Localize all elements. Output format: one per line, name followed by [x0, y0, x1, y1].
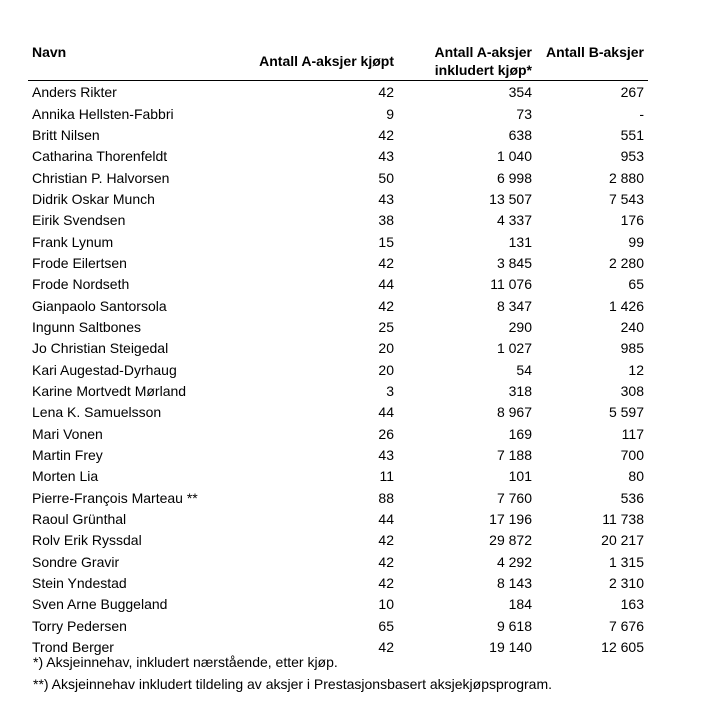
cell-b-shares: 1 315	[608, 553, 644, 570]
cell-a-shares-including-purchase: 9 618	[496, 617, 532, 634]
cell-a-shares-including-purchase: 3 845	[496, 254, 532, 271]
cell-a-shares-including-purchase: 6 998	[496, 169, 532, 186]
table-row	[28, 317, 648, 338]
cell-a-shares-including-purchase: 169	[508, 425, 532, 442]
cell-a-shares-including-purchase: 290	[508, 318, 532, 335]
table-row	[28, 381, 648, 402]
cell-a-shares-bought: 42	[378, 297, 394, 314]
cell-a-shares-bought: 42	[378, 84, 394, 101]
cell-a-shares-including-purchase: 7 188	[496, 447, 532, 464]
cell-b-shares: 985	[620, 340, 644, 357]
cell-a-shares-bought: 38	[378, 212, 394, 229]
cell-b-shares: 7 543	[608, 190, 644, 207]
cell-name: Gianpaolo Santorsola	[32, 297, 167, 314]
footnotes	[33, 651, 693, 695]
cell-a-shares-bought: 42	[378, 575, 394, 592]
cell-name: Britt Nilsen	[32, 126, 100, 143]
cell-a-shares-bought: 11	[379, 468, 394, 485]
cell-b-shares: 80	[628, 468, 644, 485]
cell-a-shares-including-purchase: 1 040	[496, 148, 532, 165]
cell-a-shares-bought: 42	[378, 553, 394, 570]
header-row	[28, 7, 648, 81]
cell-name: Christian P. Halvorsen	[32, 169, 170, 186]
table-row	[28, 295, 648, 316]
table-row	[28, 189, 648, 210]
cell-name: Catharina Thorenfeldt	[32, 148, 168, 165]
cell-b-shares: 240	[620, 318, 644, 335]
column-header-a-shares-bought: Antall A-aksjer kjøpt	[254, 7, 398, 81]
table-header	[28, 7, 648, 81]
cell-name: Torry Pedersen	[32, 617, 127, 634]
cell-a-shares-bought: 25	[378, 318, 394, 335]
cell-a-shares-bought: 44	[378, 404, 394, 421]
table-row	[28, 552, 648, 573]
cell-a-shares-bought: 88	[378, 489, 394, 506]
table-row	[28, 103, 648, 124]
cell-name: Frode Nordseth	[32, 276, 130, 293]
cell-a-shares-including-purchase: 638	[508, 126, 532, 143]
table-row	[28, 488, 648, 509]
table-row	[28, 509, 648, 530]
table-row	[28, 146, 648, 167]
cell-b-shares: -	[639, 105, 644, 122]
cell-a-shares-bought: 10	[378, 596, 394, 613]
table-row	[28, 402, 648, 423]
cell-a-shares-bought: 42	[378, 126, 394, 143]
cell-name: Trond Berger	[32, 639, 114, 656]
cell-a-shares-bought: 15	[378, 233, 394, 250]
cell-a-shares-including-purchase: 101	[508, 468, 532, 485]
cell-b-shares: 163	[620, 596, 644, 613]
cell-a-shares-including-purchase: 29 872	[489, 532, 532, 549]
cell-b-shares: 176	[620, 212, 644, 229]
cell-a-shares-including-purchase: 7 760	[496, 489, 532, 506]
cell-b-shares: 11 738	[602, 511, 644, 528]
table-row	[28, 231, 648, 252]
table-body	[28, 81, 648, 659]
cell-a-shares-including-purchase: 13 507	[489, 190, 532, 207]
cell-name: Ingunn Saltbones	[32, 318, 141, 335]
cell-b-shares: 7 676	[608, 617, 644, 634]
cell-a-shares-bought: 26	[378, 425, 394, 442]
table-row	[28, 616, 648, 637]
cell-a-shares-including-purchase: 184	[508, 596, 532, 613]
table-row	[28, 359, 648, 380]
table-row	[28, 338, 648, 359]
table-row	[28, 125, 648, 146]
cell-name: Frank Lynum	[32, 233, 114, 250]
cell-a-shares-including-purchase: 19 140	[489, 639, 532, 656]
cell-name: Sondre Gravir	[32, 553, 120, 570]
table-row	[28, 445, 648, 466]
cell-a-shares-including-purchase: 8 347	[496, 297, 532, 314]
cell-b-shares: 117	[621, 425, 644, 442]
cell-name: Rolv Erik Ryssdal	[32, 532, 142, 549]
cell-name: Anders Rikter	[32, 84, 117, 101]
table-row	[28, 167, 648, 188]
column-header-a-shares-including-purchase: Antall A-aksjer inkludert kjøp*	[398, 7, 536, 81]
cell-b-shares: 12	[628, 361, 644, 378]
cell-a-shares-bought: 43	[378, 447, 394, 464]
cell-b-shares: 536	[620, 489, 644, 506]
cell-a-shares-bought: 42	[378, 532, 394, 549]
cell-a-shares-including-purchase: 318	[508, 382, 532, 399]
cell-name: Lena K. Samuelsson	[32, 404, 162, 421]
cell-a-shares-bought: 9	[386, 105, 394, 122]
cell-b-shares: 700	[620, 447, 644, 464]
cell-name: Mari Vonen	[32, 425, 103, 442]
cell-a-shares-including-purchase: 131	[508, 233, 532, 250]
cell-name: Kari Augestad-Dyrhaug	[32, 361, 177, 378]
cell-a-shares-including-purchase: 73	[516, 105, 532, 122]
table-row	[28, 594, 648, 615]
table-row	[28, 424, 648, 445]
cell-a-shares-including-purchase: 4 337	[496, 212, 532, 229]
cell-a-shares-including-purchase: 4 292	[496, 553, 532, 570]
cell-name: Annika Hellsten-Fabbri	[32, 105, 174, 122]
cell-a-shares-bought: 20	[378, 340, 394, 357]
cell-name: Sven Arne Buggeland	[32, 596, 168, 613]
cell-a-shares-including-purchase: 1 027	[496, 340, 532, 357]
cell-name: Pierre-François Marteau **	[32, 489, 198, 506]
cell-a-shares-bought: 42	[378, 254, 394, 271]
cell-a-shares-bought: 42	[378, 639, 394, 656]
footnote-single-asterisk: *) Aksjeinnehav, inkludert nærstående, etter kjøp.	[33, 654, 338, 670]
cell-b-shares: 12 605	[601, 639, 644, 656]
column-header-name: Navn	[28, 7, 254, 81]
cell-a-shares-including-purchase: 8 967	[496, 404, 532, 421]
cell-a-shares-bought: 20	[378, 361, 394, 378]
table-row	[28, 81, 648, 104]
cell-a-shares-including-purchase: 54	[516, 361, 532, 378]
cell-a-shares-bought: 3	[386, 382, 394, 399]
cell-name: Frode Eilertsen	[32, 254, 127, 271]
cell-b-shares: 1 426	[608, 297, 644, 314]
column-header-b-shares: Antall B-aksjer	[536, 7, 648, 81]
cell-name: Didrik Oskar Munch	[32, 190, 155, 207]
table-row	[28, 530, 648, 551]
table-row	[28, 466, 648, 487]
cell-b-shares: 953	[620, 148, 644, 165]
table-row	[28, 210, 648, 231]
cell-name: Jo Christian Steigedal	[32, 340, 169, 357]
cell-name: Eirik Svendsen	[32, 212, 126, 229]
cell-b-shares: 2 280	[608, 254, 644, 271]
cell-a-shares-bought: 50	[378, 169, 394, 186]
cell-a-shares-including-purchase: 8 143	[496, 575, 532, 592]
cell-b-shares: 267	[620, 84, 644, 101]
cell-a-shares-bought: 44	[378, 276, 394, 293]
table-row	[28, 274, 648, 295]
cell-name: Stein Yndestad	[32, 575, 127, 592]
cell-b-shares: 551	[620, 126, 644, 143]
cell-name: Morten Lia	[32, 468, 99, 485]
table-row	[28, 573, 648, 594]
cell-b-shares: 5 597	[608, 404, 644, 421]
cell-a-shares-bought: 44	[378, 511, 394, 528]
footnote-double-asterisk: **) Aksjeinnehav inkludert tildeling av aksjer i Prestasjonsbasert aksjekjøpsprogram.	[33, 676, 553, 692]
cell-a-shares-bought: 43	[378, 190, 394, 207]
cell-a-shares-bought: 65	[378, 617, 394, 634]
shareholdings-table	[28, 7, 648, 658]
cell-a-shares-including-purchase: 17 196	[489, 511, 532, 528]
cell-b-shares: 2 310	[608, 575, 644, 592]
cell-b-shares: 20 217	[601, 532, 644, 549]
table-row	[28, 253, 648, 274]
cell-b-shares: 65	[628, 276, 644, 293]
cell-a-shares-including-purchase: 11 076	[490, 276, 532, 293]
cell-b-shares: 99	[628, 233, 644, 250]
cell-b-shares: 308	[620, 382, 644, 399]
cell-name: Raoul Grünthal	[32, 511, 127, 528]
cell-name: Martin Frey	[32, 447, 103, 464]
cell-name: Karine Mortvedt Mørland	[32, 382, 187, 399]
cell-b-shares: 2 880	[608, 169, 644, 186]
cell-a-shares-bought: 43	[378, 148, 394, 165]
cell-a-shares-including-purchase: 354	[508, 84, 532, 101]
